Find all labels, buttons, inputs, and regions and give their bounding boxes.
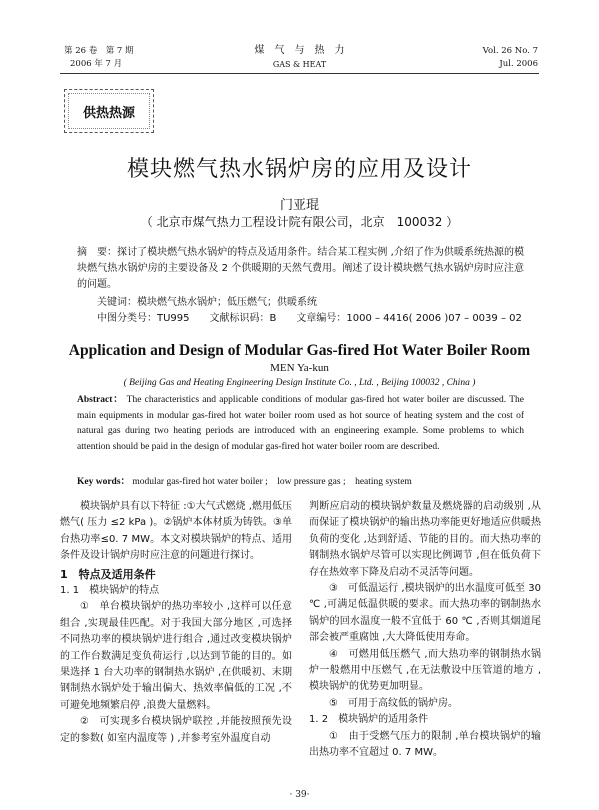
journal-name-cn: 煤 气 与 热 力	[254, 45, 345, 56]
paragraph-4: ④ 可燃用低压燃气 ,而大热功率的钢制热水锅炉一般燃用中压燃气 ,在无法敷设中压管道的地方 ,模块锅炉的优势更加明显。	[309, 648, 541, 693]
abstract-en-text: The characteristics and applicable conditions of modular gas-fired hot water boiler are discussed. The main equipments in modular gas-fired hot water boiler room used as hot source of heating system and the cost of natural gas during two heating periods are introduced with an engineering example. Some problems to which attention should be paid in the design of modular gas-fired hot water boiler room are described.	[77, 395, 524, 452]
author-en: MEN Ya-kun	[270, 362, 329, 374]
paragraph-5: ⑤ 可用于高纹低的锅炉房。	[329, 697, 458, 709]
body-column-right	[309, 499, 541, 762]
author-cn: 门亚琨	[279, 198, 319, 213]
paragraph-2: ② 可实现多台模块锅炉联控 ,并能按照预先设定的参数( 如室内温度等 ) ,并参考室外温度自动	[60, 716, 292, 744]
subsection-heading-1-1: 1. 1 模块锅炉的特点	[60, 585, 160, 597]
abstract-en-label: Abstract：	[77, 395, 124, 405]
paragraph-2-continued: 判断应启动的模块锅炉数量及燃烧器的启动级别 ,从而保证了模块锅炉的输出热功率能更好地适应供暖热负荷的变化 ,达到舒适、节能的目的。而大热功率的钢制热水锅炉尽管可以实现比例调节 ,但在低负荷下存在热效率下降及启动不灵活等问题。	[309, 501, 541, 578]
section-badge-label: 供热热源	[82, 105, 135, 121]
keywords-en-label: Key words：	[77, 477, 131, 487]
section-heading-1: 1 特点及适用条件	[60, 567, 156, 581]
abstract-en	[77, 393, 524, 455]
paragraph-6: ① 由于受燃气压力的限制 ,单台模块锅炉的输出热功率不宜超过 0. 7 MW。	[309, 730, 541, 759]
journal-date: 2006 年 7 月	[70, 59, 123, 69]
paragraph-3: ③ 可低温运行 ,模块锅炉的出水温度可低至 30 ℃ ,可满足低温供暖的要求。而大热功率的钢制热水锅炉的回水温度一般不宜低于 60 ℃ ,否则其烟道尾部会被严重腐蚀 ,大大降低使用寿命。	[309, 583, 541, 644]
journal-date-en: Jul. 2006	[499, 59, 538, 69]
subsection-heading-1-2: 1. 2 模块锅炉的适用条件	[309, 714, 429, 726]
affiliation-cn: （ 北京市煤气热力工程设计院有限公司，北京 100032 ）	[140, 215, 459, 229]
intro-paragraph: 模块锅炉具有以下特征 :①大气式燃烧 ,燃用低压燃气( 压力 ≤2 kPa )。②锅炉本体材质为铸铁。③单台热功率≤0. 7 MW。本文对模块锅炉的特点、适用条件及设计锅炉房时应注意的问题进行探讨。	[60, 501, 292, 562]
keywords-en	[77, 473, 412, 487]
abstract-cn: 摘 要：探讨了模块燃气热水锅炉的特点及适用条件。结合某工程实例 ,介绍了作为供暖系统热源的模块燃气热水锅炉房的主要设备及 2 个供暖期的天然气费用。阐述了设计模块燃气热水锅炉房时应注意的问题。	[77, 247, 524, 290]
journal-volume-issue: 第 26 卷 第 7 期	[64, 46, 134, 56]
article-title-en: Application and Design of Modular Gas-fired Hot Water Boiler Room	[68, 342, 531, 359]
page-number: · 39·	[289, 790, 310, 800]
keywords-en-text: modular gas-fired hot water boiler ; low pressure gas ; heating system	[132, 477, 412, 487]
classification-cn: 中图分类号：TU995 文献标识码：B 文章编号：1000 – 4416( 2006 )07 – 0039 – 02	[97, 313, 522, 324]
article-title-cn: 模块燃气热水锅炉房的应用及设计	[126, 157, 472, 182]
header-rule	[60, 73, 539, 74]
body-column-left	[60, 499, 292, 747]
keywords-cn: 关键词：模块燃气热水锅炉；低压燃气；供暖系统	[97, 297, 317, 308]
journal-name-en: GAS & HEAT	[272, 60, 327, 69]
affiliation-en: ( Beijing Gas and Heating Engineering Design Institute Co. , Ltd. , Beijing 100032 , China )	[123, 378, 476, 388]
paragraph-1: ① 单台模块锅炉的热功率较小 ,这样可以任意组合 ,实现最佳匹配。对于我国大部分地区 ,可选择不同热功率的模块锅炉进行组合 ,通过改变模块锅炉的工作台数满足变负荷运行 ,以达到节能的目的。如果选择 1 台大功率的钢制热水锅炉 ,在供暖初、末期钢制热水锅炉处于输出偏大、热效率偏低的工况 ,不可避免地频繁启停 ,浪费大量燃料。	[60, 601, 292, 711]
section-badge	[64, 89, 154, 133]
journal-volume-en: Vol. 26 No. 7	[482, 46, 538, 56]
